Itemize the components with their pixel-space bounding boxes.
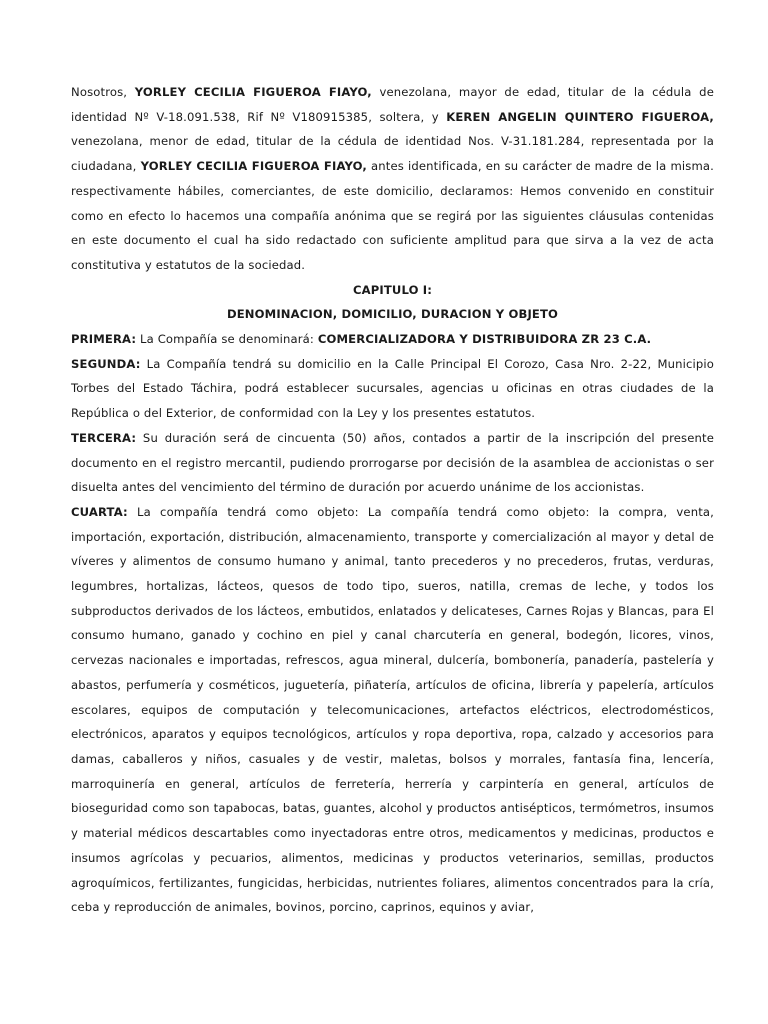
clause-segunda: [71, 352, 714, 426]
clause-tercera-label: TERCERA:: [71, 430, 137, 445]
chapter-title: CAPITULO I:: [352, 282, 433, 297]
company-name: COMERCIALIZADORA Y DISTRIBUIDORA ZR 23 C.A.: [317, 332, 652, 347]
clause-segunda-label: SEGUNDA:: [71, 356, 141, 371]
clause-cuarta-label: CUARTA:: [71, 504, 128, 519]
clause-primera-text: La Compañía se denominará:: [136, 332, 318, 347]
intro-text-2: venezolana, mayor de edad, titular de la cédula de identidad Nº V-18.091.538, Rif Nº V180915385, soltera, y: [71, 85, 714, 124]
party-name-2: KEREN ANGELIN QUINTERO FIGUEROA,: [446, 109, 714, 124]
clause-tercera-text: Su duración será de cincuenta (50) años, contados a partir de la inscripción del presente documento en el registro mercantil, pudiendo prorrogarse por decisión de la asamblea de accionistas o ser disuelta antes del vencimiento del término de duración por acuerdo unánime de los accionistas.: [71, 430, 714, 495]
document-body: [71, 80, 714, 920]
party-name-3: YORLEY CECILIA FIGUEROA FIAYO,: [140, 159, 367, 174]
clause-primera-label: PRIMERA:: [71, 332, 137, 347]
clause-cuarta: [71, 500, 714, 920]
intro-text-3: venezolana, menor de edad, titular de la cédula de identidad Nos. V-31.181.284, representada por la ciudadana,: [71, 134, 714, 174]
chapter-subtitle: DENOMINACION, DOMICILIO, DURACION Y OBJETO: [226, 307, 559, 322]
party-name-1: YORLEY CECILIA FIGUEROA FIAYO,: [134, 85, 372, 99]
intro-text-4: antes identificada, en su carácter de madre de la misma. respectivamente hábiles, comerciantes, de este domicilio, declaramos: Hemos convenido en constituir como en efecto lo hacemos una compañía anónima que se regirá por las siguientes cláusulas contenidas en este documento el cual ha sido redactado con suficiente amplitud para que sirva a la vez de acta constitutiva y estatutos de la sociedad.: [71, 159, 714, 272]
clause-primera: [71, 327, 714, 352]
intro-text-1: Nosotros,: [71, 85, 135, 99]
clause-tercera: [71, 426, 714, 500]
clause-cuarta-text: La compañía tendrá como objeto: La compañía tendrá como objeto: la compra, venta, importación, exportación, distribución, almacenamiento, transporte y comercialización al mayor y detal de víveres y alimentos de consumo humano y animal, tanto precederos y no precederos, frutas, verduras, legumbres, hortalizas, lácteos, quesos de todo tipo, sueros, natilla, cremas de leche, y todos los subproductos derivados de los lácteos, embutidos, enlatados y delicateses, Carnes Rojas y Blancas, para El consumo humano, ganado y cochino en piel y canal charcutería en general, bodegón, licores, vinos, cervezas nacionales e importadas, refrescos, agua mineral, dulcería, bombonería, panadería, pastelería y abastos, perfumería y cosméticos, juguetería, piñatería, artículos de oficina, librería y papelería, artículos escolares, equipos de computación y telecomunicaciones, artefactos eléctricos, electrodomésticos, electrónicos, aparatos y equipos tecnológicos, artículos y ropa deportiva, ropa, calzado y accesorios para damas, caballeros y niños, casuales y de vestir, maletas, bolsos y morrales, fantasía fina, lencería, marroquinería en general, artículos de ferretería, herrería y carpintería en general, artículos de bioseguridad como son tapabocas, batas, guantes, alcohol y productos antisépticos, termómetros, insumos y material médicos descartables como inyectadoras entre otros, medicamentos y medicinas, productos e insumos agrícolas y pecuarios, alimentos, medicinas y productos veterinarios, semillas, productos agroquímicos, fertilizantes, fungicidas, herbicidas, nutrientes foliares, alimentos concentrados para la cría, ceba y reproducción de animales, bovinos, porcino, caprinos, equinos y aviar,: [71, 504, 714, 915]
clause-segunda-text: La Compañía tendrá su domicilio en la Calle Principal El Corozo, Casa Nro. 2-22, Municipio Torbes del Estado Táchira, podrá establecer sucursales, agencias u oficinas en otras ciudades de la República o del Exterior, de conformidad con la Ley y los presentes estatutos.: [71, 356, 714, 421]
intro-paragraph: [71, 80, 714, 278]
